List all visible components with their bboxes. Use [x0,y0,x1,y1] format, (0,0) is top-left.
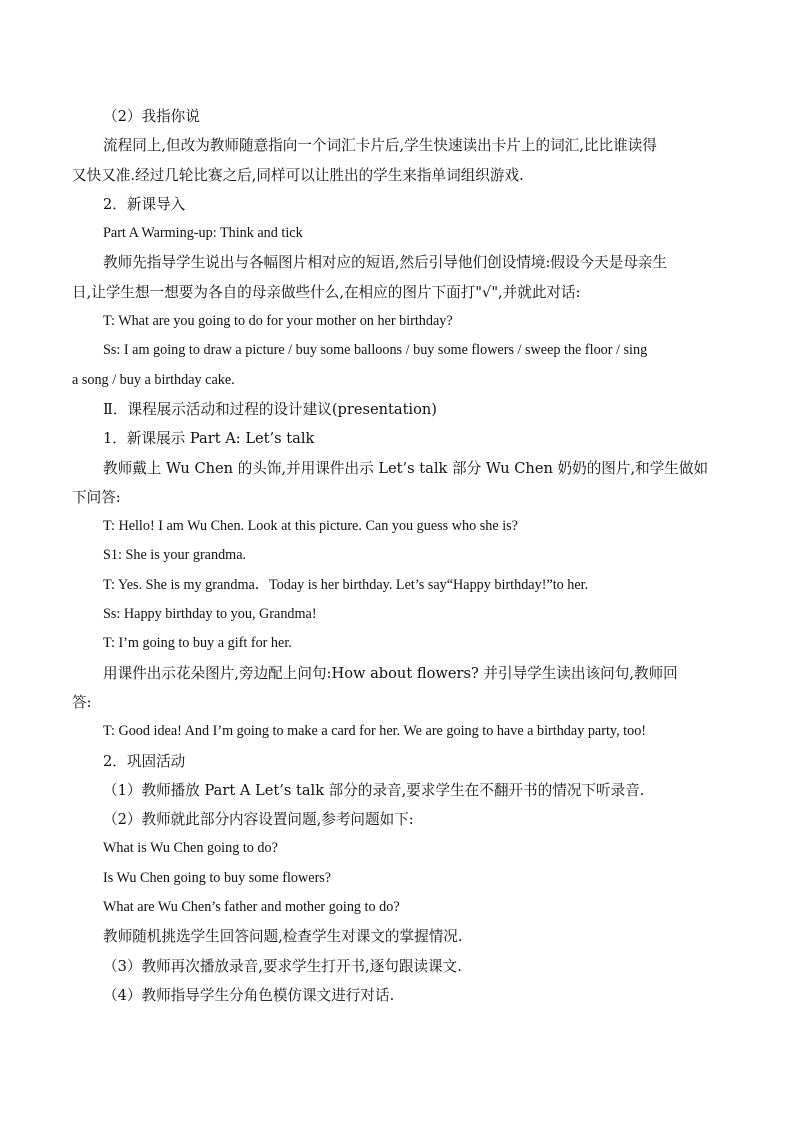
text-line: Ss: I am going to draw a picture / buy some balloons / buy some flowers / sweep the floor / sing [103,342,648,359]
text-line: T: What are you going to do for your mother on her birthday? [103,313,453,330]
text-line: 2．巩固活动 [103,752,186,770]
text-line: T: Yes. She is my grandma．Today is her birthday. Let’s say“Happy birthday!”to her. [103,576,589,593]
text-line: S1: She is your grandma. [103,547,247,564]
text-line: 教师随机挑选学生回答问题,检查学生对课文的掌握情况. [103,928,463,946]
text-line: What are Wu Chen’s father and mother going to do? [103,899,400,916]
text-line: 用课件出示花朵图片,旁边配上问句:How about flowers? 并引导学生读出该问句,教师回 [103,664,678,682]
text-line: 教师戴上 Wu Chen 的头饰,并用课件出示 Let’s talk 部分 Wu Chen 奶奶的图片,和学生做如 [103,459,709,477]
body-text [72,102,721,1010]
text-line: （4）教师指导学生分角色模仿课文进行对话. [103,986,395,1004]
text-line: （1）教师播放 Part A Let’s talk 部分的录音,要求学生在不翻开书的情况下听录音. [103,781,645,799]
text-line: 日,让学生想一想要为各自的母亲做些什么,在相应的图片下面打"√",并就此对话: [72,283,581,301]
text-line: T: I’m going to buy a gift for her. [103,635,292,652]
text-line: Ⅱ．课程展示活动和过程的设计建议(presentation) [103,400,437,418]
text-line: Ss: Happy birthday to you, Grandma! [103,606,317,623]
text-line: a song / buy a birthday cake. [72,371,235,388]
text-line: Is Wu Chen going to buy some flowers? [103,869,332,886]
text-line: T: Good idea! And I’m going to make a card for her. We are going to have a birthday party, too! [103,723,647,740]
text-line: （2）我指你说 [103,108,200,125]
text-line: （3）教师再次播放录音,要求学生打开书,逐句跟读课文. [103,957,462,975]
text-line: （2）教师就此部分内容设置问题,参考问题如下: [103,811,414,829]
text-line: 又快又准.经过几轮比赛之后,同样可以让胜出的学生来指单词组织游戏. [72,166,524,184]
text-line: 2．新课导入 [103,195,186,213]
text-line: 教师先指导学生说出与各幅图片相对应的短语,然后引导他们创设情境:假设今天是母亲生 [103,254,668,272]
text-line: T: Hello! I am Wu Chen. Look at this picture. Can you guess who she is? [103,518,518,535]
text-line: 答: [72,693,92,711]
text-line: Part A Warming-up: Think and tick [103,225,303,242]
text-line: What is Wu Chen going to do? [103,840,278,857]
text-line: 流程同上,但改为教师随意指向一个词汇卡片后,学生快速读出卡片上的词汇,比比谁读得 [103,137,657,155]
text-line: 下问答: [72,488,121,506]
text-line: 1．新课展示 Part A: Let’s talk [103,430,315,448]
